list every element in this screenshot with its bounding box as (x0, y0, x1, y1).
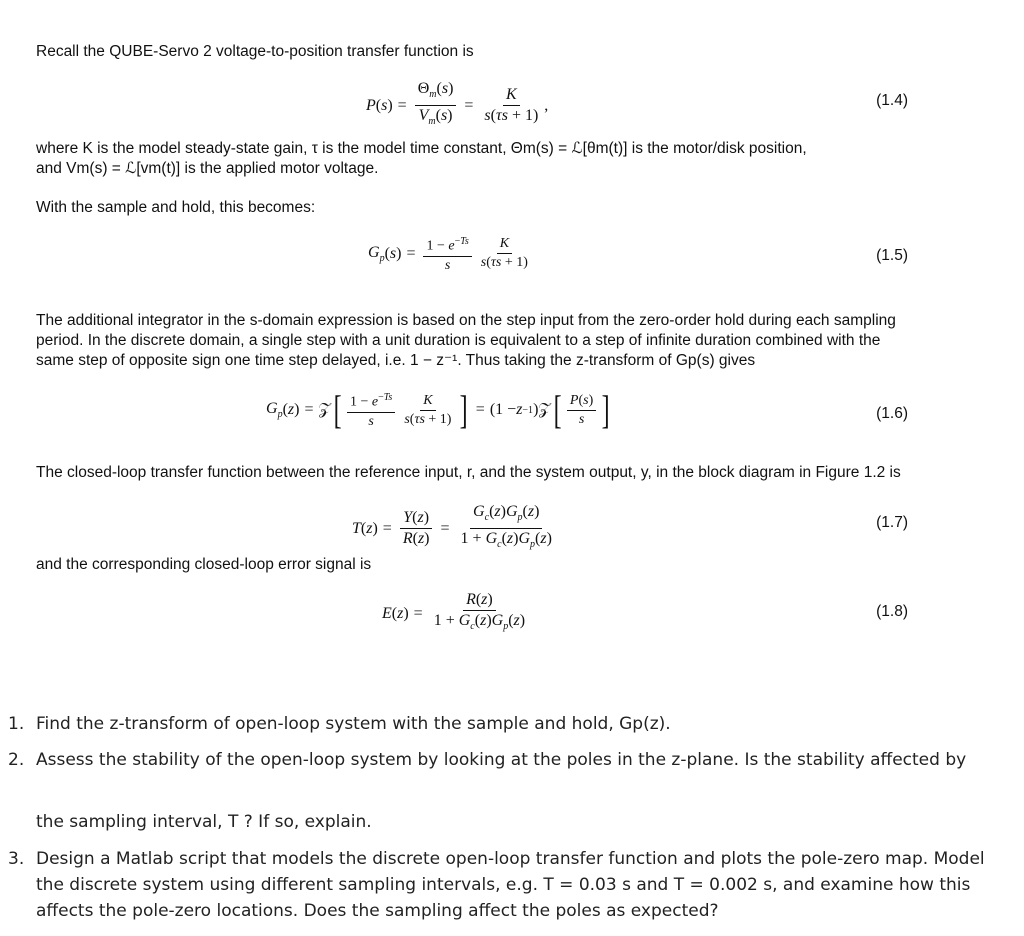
closed-loop-paragraph: The closed-loop transfer function between the reference input, r, and the system output, y, in the block diagram in Figure 1.2 is (36, 464, 901, 481)
eq-tag-1-5: (1.5) (876, 247, 908, 264)
question-number: 2. (8, 750, 25, 770)
question-text: Find the z-transform of open-loop system with the sample and hold, Gp(z). (36, 714, 671, 734)
question-3 (8, 846, 998, 924)
intro-text: Recall the QUBE-Servo 2 voltage-to-position transfer function is (36, 43, 474, 60)
question-1 (8, 711, 998, 737)
eq-tag-1-7: (1.7) (876, 514, 908, 531)
eq-tag-1-6: (1.6) (876, 405, 908, 422)
question-text: Design a Matlab script that models the discrete open-loop transfer function and plots the pole-zero map. Model the discrete system using different sampling intervals, e.g. T = 0.03 s and T = 0.002 s, and examine how this affects the pole-zero locations. Does the sampling affect the poles as expected? (36, 849, 985, 921)
question-text: the sampling interval, T ? If so, explain. (36, 812, 372, 832)
equation-1-4: P ( s ) = $\frac{\Theta_m(s)}{V_m(s)}$ = $\frac{K}{s(\tau s + 1)}$ , (366, 80, 549, 128)
integrator-paragraph: The additional integrator in the s-domain expression is based on the step input from the zero-order hold during each sampling period. In the discrete domain, a single step with a unit duration is equivalent to a step of infinite duration combined with the same step of opposite sign one time step delayed, i.e. 1 − z⁻¹. Thus taking the z-transform of Gp(s) gives (36, 312, 896, 369)
sample-hold-text: With the sample and hold, this becomes: (36, 199, 316, 216)
equation-1-7: T ( z ) = $\frac{Y(z)}{R(z)}$ = $\frac{G_c(z)G_p(z)}{1 + G_c(z)G_p(z)}$ (352, 503, 552, 551)
equation-1-5: $G_p$ ( s ) = $\frac{1 - e^{-Ts}}{s}$ $\frac{K}{s(\tau s + 1)}$ (368, 236, 528, 273)
where-text-line-2: and Vm(s) = ℒ[vm(t)] is the applied motor voltage. (36, 160, 379, 177)
question-2-continuation (8, 809, 998, 835)
error-paragraph: and the corresponding closed-loop error signal is (36, 556, 372, 573)
where-text-line-1: where K is the model steady-state gain, τ is the model time constant, Θm(s) = ℒ[θm(t)] is the motor/disk position, (36, 140, 807, 157)
equation-1-8: E ( z ) = $\frac{R(z)}{1 + G_c(z)G_p(z)}$ (382, 591, 526, 633)
question-number: 3. (8, 849, 25, 869)
equation-1-6: $G_p$ ( z ) = 𝒵 [ $\frac{1 - e^{-Ts}}{s}$ $\frac{K}{s(\tau s + 1)}$ ] = (1 − z −1 ) 𝒵 [ $\frac{P(s)}{s}$ ] (266, 387, 610, 432)
question-text: Assess the stability of the open-loop system by looking at the poles in the z-plane. Is the stability affected by (36, 750, 967, 770)
eq-tag-1-4: (1.4) (876, 92, 908, 109)
eq-tag-1-8: (1.8) (876, 603, 908, 620)
question-number: 1. (8, 714, 25, 734)
question-2 (8, 747, 998, 773)
